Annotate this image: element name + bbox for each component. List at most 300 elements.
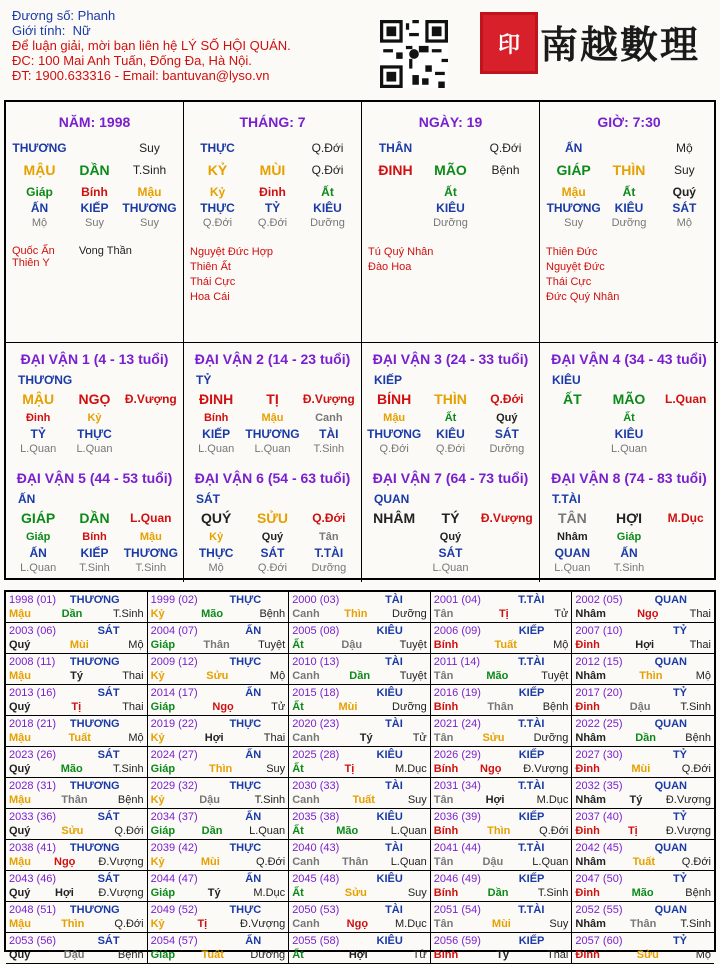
year-cell[interactable] <box>431 902 573 933</box>
dv-hidden-stage <box>123 442 179 457</box>
year-label: 2000 (03) <box>292 594 340 606</box>
year-cell[interactable] <box>572 747 714 778</box>
year-label: 2052 (55) <box>575 904 623 916</box>
hidden-stage: Dưỡng <box>433 217 468 229</box>
year-label: 2022 (25) <box>575 718 623 730</box>
year-label: 2050 (53) <box>292 904 340 916</box>
hidden-stem: Kỷ <box>209 185 226 199</box>
year-label: 2034 (37) <box>150 811 198 823</box>
top-blank <box>423 140 478 156</box>
year-cell[interactable] <box>6 902 148 933</box>
year-cell[interactable] <box>572 933 714 964</box>
year-cell[interactable] <box>289 747 431 778</box>
hidden-stem: Đinh <box>259 185 286 199</box>
year-stage: T.Sinh <box>537 887 569 899</box>
dv-branch: TÝ <box>441 510 460 526</box>
year-god: ẤN <box>245 935 262 947</box>
year-stage: Đ.Vượng <box>665 794 711 806</box>
year-stem: Quý <box>9 763 31 775</box>
year-label: 2001 (04) <box>433 594 481 606</box>
year-cell[interactable] <box>148 685 290 716</box>
hidden-stem: Quý <box>672 185 696 199</box>
year-label: 2033 (36) <box>9 811 57 823</box>
dv-hidden-god: THỰC <box>77 427 112 441</box>
hidden-stem <box>368 184 423 200</box>
year-cell[interactable] <box>289 685 431 716</box>
year-cell[interactable] <box>572 809 714 840</box>
year-stage: T.Sinh <box>113 763 144 775</box>
hidden-stage <box>368 216 423 231</box>
hidden-god: KIÊU <box>614 201 644 215</box>
year-stem: Tân <box>433 732 454 744</box>
year-label: 2006 (09) <box>433 625 481 637</box>
year-god: SÁT <box>97 625 120 637</box>
year-stem: Nhâm <box>575 732 606 744</box>
year-branch: Hợi <box>55 887 74 899</box>
year-branch: Tý <box>70 670 84 682</box>
dv-hidden-god: TÀI <box>319 427 339 441</box>
hidden-stage: Mộ <box>676 217 692 229</box>
year-stem: Bính <box>433 639 459 651</box>
stem-stage: Mộ <box>675 141 693 155</box>
year-god: QUAN <box>654 842 687 854</box>
contact-line: Để luận giải, mời bạn liên hệ LÝ SỐ HỘI QUÁN. <box>12 38 291 53</box>
year-god: THỰC <box>229 718 262 730</box>
year-god: SÁT <box>97 811 120 823</box>
year-cell[interactable] <box>6 747 148 778</box>
owner-name: Phanh <box>77 8 116 23</box>
year-cell[interactable] <box>148 933 290 964</box>
year-god: THỰC <box>229 594 262 606</box>
year-label: 2037 (40) <box>575 811 623 823</box>
year-label: 2020 (23) <box>292 718 340 730</box>
year-cell[interactable] <box>6 592 148 623</box>
year-stage: Đ.Vượng <box>665 825 711 837</box>
year-stage: Dưỡng <box>533 732 569 744</box>
year-cell[interactable] <box>289 716 431 747</box>
star-item: Thiên Y <box>12 257 50 269</box>
dai-van-6[interactable] <box>184 462 362 582</box>
dv-hidden-stem: Bính <box>82 531 107 543</box>
year-stage: Suy <box>549 918 569 930</box>
stem-god: ẤN <box>564 141 583 155</box>
year-stem: Canh <box>292 670 320 682</box>
branch-stage: T.Sinh <box>132 163 167 177</box>
dv-hidden-stem <box>657 410 714 426</box>
year-branch: Tý <box>496 949 510 961</box>
year-branch: Mão <box>486 670 509 682</box>
year-label: 2002 (05) <box>575 594 623 606</box>
year-cell[interactable] <box>289 809 431 840</box>
dv-hidden-god: TỶ <box>30 427 46 441</box>
year-cell[interactable] <box>289 840 431 871</box>
year-god: T.TÀI <box>518 904 545 916</box>
year-cell[interactable] <box>572 716 714 747</box>
year-cell[interactable] <box>572 778 714 809</box>
year-stem: Giáp <box>150 825 176 837</box>
year-cell[interactable] <box>148 871 290 902</box>
year-stage: M.Dục <box>395 918 427 930</box>
year-stem: Ất <box>292 825 304 837</box>
year-cell[interactable] <box>148 902 290 933</box>
brand-seal <box>480 12 538 74</box>
dv-hidden-stage <box>657 561 714 576</box>
pillar-2 <box>362 102 540 342</box>
year-stem: Ất <box>292 639 304 651</box>
year-branch: Mão <box>336 825 359 837</box>
year-label: 1999 (02) <box>150 594 198 606</box>
year-cell[interactable] <box>431 747 573 778</box>
year-cell[interactable] <box>572 623 714 654</box>
year-god: TÀI <box>385 780 403 792</box>
year-god: THƯƠNG <box>69 656 120 668</box>
year-stem: Giáp <box>150 763 176 775</box>
year-cell[interactable] <box>431 840 573 871</box>
year-cell[interactable] <box>431 809 573 840</box>
year-branch: Tý <box>359 732 373 744</box>
earthly-branch: DẦN <box>79 162 110 178</box>
dv-hidden-stage <box>366 561 422 576</box>
year-stem: Mậu <box>9 918 31 930</box>
year-stage: Mộ <box>128 732 144 744</box>
dai-van-god: QUAN <box>374 492 410 506</box>
year-stem: Bính <box>433 701 459 713</box>
dv-hidden-stem: Quý <box>261 531 284 543</box>
pillar-title: GIỜ: 7:30 <box>597 114 661 130</box>
year-cell[interactable] <box>289 778 431 809</box>
dv-hidden-stage: T.Sinh <box>79 562 110 574</box>
year-label: 2004 (07) <box>150 625 198 637</box>
year-stage: Mộ <box>553 639 569 651</box>
dv-hidden-god: ẤN <box>29 546 47 560</box>
year-cell[interactable] <box>572 592 714 623</box>
dv-hidden-stem: Ất <box>623 412 635 424</box>
year-cell[interactable] <box>431 623 573 654</box>
dai-van-title: ĐẠI VẬN 6 (54 - 63 tuổi) <box>194 470 351 486</box>
year-god: TỶ <box>672 873 687 885</box>
dv-hidden-stem: Nhâm <box>557 531 588 543</box>
hidden-stage: Suy <box>85 217 104 229</box>
year-stage: L.Quan <box>390 856 427 868</box>
year-stem: Nhâm <box>575 794 606 806</box>
dv-hidden-stage: Mộ <box>208 562 224 574</box>
year-cell[interactable] <box>289 902 431 933</box>
year-stem: Quý <box>9 887 31 899</box>
year-label: 2018 (21) <box>9 718 57 730</box>
branch-stage: Suy <box>673 163 695 177</box>
dv-hidden-stem: Mậu <box>261 412 284 424</box>
top-blank <box>601 140 656 156</box>
year-branch: Mão <box>201 608 224 620</box>
year-cell[interactable] <box>148 840 290 871</box>
year-cell[interactable] <box>6 933 148 964</box>
qr-code-icon[interactable] <box>380 20 448 88</box>
star-item: Nguyệt Đức Hợp <box>190 246 274 258</box>
stem-stage: Q.Đới <box>311 141 344 155</box>
year-branch: Dậu <box>341 639 363 651</box>
year-stage: Mộ <box>269 670 286 682</box>
dai-van-2[interactable] <box>184 342 362 462</box>
brand-text: 南越數理 <box>540 22 701 67</box>
year-stem: Kỷ <box>150 670 165 682</box>
year-cell[interactable] <box>431 654 573 685</box>
year-label: 2051 (54) <box>433 904 481 916</box>
year-cell[interactable] <box>289 592 431 623</box>
dai-van-god: ẤN <box>18 492 36 506</box>
dv-hidden-stage: L.Quan <box>432 562 469 574</box>
dv-hidden-god <box>544 426 601 442</box>
year-god: T.TÀI <box>518 718 545 730</box>
hidden-stage: Dưỡng <box>310 217 345 229</box>
year-cell[interactable] <box>289 871 431 902</box>
year-stage: Tử <box>554 608 569 620</box>
hidden-god: KIẾP <box>80 201 109 215</box>
year-label: 2025 (28) <box>292 749 340 761</box>
year-stem: Tân <box>433 918 454 930</box>
year-cell[interactable] <box>572 840 714 871</box>
pillar-3 <box>540 102 718 342</box>
dv-hidden-god <box>123 426 179 442</box>
hidden-stage <box>478 216 533 231</box>
year-label: 2027 (30) <box>575 749 623 761</box>
year-label: 2015 (18) <box>292 687 340 699</box>
hidden-stage: Suy <box>564 217 584 229</box>
year-label: 2026 (29) <box>433 749 481 761</box>
year-cell[interactable] <box>6 623 148 654</box>
year-stem: Đinh <box>575 763 600 775</box>
dv-stage: Đ.Vượng <box>480 511 533 525</box>
dv-stem: MẬU <box>22 391 55 407</box>
dv-hidden-stage: T.Sinh <box>313 443 345 455</box>
year-cell[interactable] <box>572 685 714 716</box>
year-stem: Tân <box>433 670 454 682</box>
star-item: Nguyệt Đức <box>546 261 605 273</box>
year-label: 2038 (41) <box>9 842 57 854</box>
year-label: 2049 (52) <box>150 904 198 916</box>
year-label: 1998 (01) <box>9 594 57 606</box>
year-stage: Suy <box>407 887 427 899</box>
year-cell[interactable] <box>148 716 290 747</box>
year-god: QUAN <box>654 904 687 916</box>
year-cell[interactable] <box>431 933 573 964</box>
year-label: 2039 (42) <box>150 842 198 854</box>
year-branch: Tuất <box>494 639 517 651</box>
dv-stem: GIÁP <box>21 510 56 526</box>
year-god: TÀI <box>385 718 403 730</box>
year-stage: Thai <box>122 701 144 713</box>
year-god: KIẾP <box>518 935 545 947</box>
year-cell[interactable] <box>572 902 714 933</box>
year-branch: Tị <box>627 825 638 837</box>
dv-hidden-god: SÁT <box>260 546 285 560</box>
year-stage: Q.Đới <box>114 918 144 930</box>
dv-hidden-stem: Quý <box>439 531 462 543</box>
heavenly-stem: KỶ <box>207 162 228 178</box>
year-stem: Ất <box>292 887 304 899</box>
year-label: 2016 (19) <box>433 687 481 699</box>
stem-god: THỰC <box>200 141 235 155</box>
dai-van-5[interactable] <box>6 462 184 582</box>
dai-van-1[interactable] <box>6 342 184 462</box>
year-stage: Tuyệt <box>399 639 427 651</box>
year-stem: Bính <box>433 949 459 961</box>
dv-hidden-stage: T.Sinh <box>135 562 167 574</box>
year-cell[interactable] <box>572 871 714 902</box>
year-label: 2029 (32) <box>150 780 198 792</box>
year-stage: Q.Đới <box>114 825 144 837</box>
dv-hidden-stem: Mậu <box>383 412 406 424</box>
dv-hidden-stage: Q.Đới <box>379 443 409 455</box>
stem-god: THÂN <box>378 141 413 155</box>
year-god: THƯƠNG <box>69 718 120 730</box>
year-stage: T.Sinh <box>113 608 144 620</box>
year-cell[interactable] <box>431 778 573 809</box>
stem-stage: Q.Đới <box>489 141 522 155</box>
year-cell[interactable] <box>6 778 148 809</box>
year-branch: Thân <box>61 794 88 806</box>
year-branch: Sửu <box>344 887 367 899</box>
dv-hidden-god: THƯƠNG <box>367 427 422 441</box>
dv-hidden-stage <box>657 442 714 457</box>
heavenly-stem: MẬU <box>23 162 56 178</box>
year-cell[interactable] <box>6 809 148 840</box>
dai-van-8[interactable] <box>540 462 718 582</box>
year-stem: Mậu <box>9 670 31 682</box>
hidden-god: THỰC <box>200 201 235 215</box>
hidden-stem: Mậu <box>561 185 586 199</box>
dv-stem: ĐINH <box>199 391 234 407</box>
dai-van-3[interactable] <box>362 342 540 462</box>
hidden-stem <box>478 184 533 200</box>
year-stem: Bính <box>433 887 459 899</box>
year-cell[interactable] <box>289 654 431 685</box>
year-stage: Bệnh <box>685 732 711 744</box>
year-branch: Dậu <box>629 701 651 713</box>
year-stem: Bính <box>433 763 459 775</box>
dv-hidden-stem: Giáp <box>616 531 642 543</box>
year-stem: Canh <box>292 608 320 620</box>
year-branch: Thân <box>487 701 514 713</box>
year-cell[interactable] <box>148 747 290 778</box>
year-cell[interactable] <box>431 716 573 747</box>
year-god: ẤN <box>245 749 262 761</box>
year-god: KIÊU <box>376 811 403 823</box>
year-stem: Đinh <box>575 949 600 961</box>
year-cell[interactable] <box>148 778 290 809</box>
year-cell[interactable] <box>289 933 431 964</box>
star-item: Đức Quý Nhân <box>546 291 620 303</box>
year-branch: Thân <box>342 856 369 868</box>
year-god: TÀI <box>385 594 403 606</box>
dv-branch: SỬU <box>256 510 289 526</box>
year-cell[interactable] <box>431 685 573 716</box>
year-stem: Quý <box>9 949 31 961</box>
year-label: 2036 (39) <box>433 811 481 823</box>
hidden-stage: Q.Đới <box>257 217 288 229</box>
dv-hidden-god: KIẾP <box>80 546 109 560</box>
year-cell[interactable] <box>431 871 573 902</box>
dv-branch: TỊ <box>266 391 279 407</box>
star-item: Hoa Cái <box>190 291 230 303</box>
hidden-stage: Mộ <box>31 217 48 229</box>
dai-van-4[interactable] <box>540 342 718 462</box>
star-item: Thiên Ất <box>190 261 231 273</box>
year-cell[interactable] <box>289 623 431 654</box>
year-god: SÁT <box>97 749 120 761</box>
year-stage: Đ.Vượng <box>98 856 144 868</box>
hidden-god: KIÊU <box>436 201 465 215</box>
year-god: TÀI <box>385 842 403 854</box>
year-label: 2046 (49) <box>433 873 481 885</box>
year-stage: Thai <box>122 670 144 682</box>
year-cell[interactable] <box>6 716 148 747</box>
year-branch: Thìn <box>487 825 511 837</box>
year-stage: T.Sinh <box>680 918 711 930</box>
year-god: THƯƠNG <box>69 594 120 606</box>
year-god: QUAN <box>654 656 687 668</box>
year-label: 2014 (17) <box>150 687 198 699</box>
year-label: 2023 (26) <box>9 749 57 761</box>
pillar-1 <box>184 102 362 342</box>
pillar-title: THÁNG: 7 <box>239 114 306 130</box>
year-branch: Sửu <box>636 949 659 961</box>
dv-hidden-stem: Đinh <box>25 412 51 424</box>
dv-hidden-stage: L.Quan <box>610 443 648 455</box>
hidden-stem: Giáp <box>26 185 53 199</box>
year-stage: Mộ <box>695 670 711 682</box>
year-stage: Suy <box>266 763 286 775</box>
year-cell[interactable] <box>148 592 290 623</box>
year-cell[interactable] <box>148 623 290 654</box>
year-stem: Tân <box>433 794 454 806</box>
dai-van-title: ĐẠI VẬN 2 (14 - 23 tuổi) <box>194 351 351 367</box>
dai-van-title: ĐẠI VẬN 8 (74 - 83 tuổi) <box>551 470 707 486</box>
year-god: THỰC <box>229 842 262 854</box>
year-cell[interactable] <box>6 840 148 871</box>
year-stem: Canh <box>292 856 320 868</box>
year-label: 2042 (45) <box>575 842 623 854</box>
dai-van-title: ĐẠI VẬN 1 (4 - 13 tuổi) <box>20 351 169 367</box>
dai-van-god: T.TÀI <box>552 492 581 506</box>
dai-van-7[interactable] <box>362 462 540 582</box>
year-cell[interactable] <box>431 592 573 623</box>
year-cell[interactable] <box>6 871 148 902</box>
year-branch: Sửu <box>61 825 84 837</box>
dv-hidden-stage: Dưỡng <box>489 443 525 455</box>
dv-hidden-stage: Dưỡng <box>311 562 347 574</box>
year-cell[interactable] <box>148 809 290 840</box>
year-stage: L.Quan <box>390 825 427 837</box>
year-god: TỶ <box>672 625 687 637</box>
brand-logo <box>540 14 700 69</box>
year-branch: Dậu <box>199 794 221 806</box>
branch-stage: Q.Đới <box>311 163 344 177</box>
hidden-stem: Ất <box>622 185 636 199</box>
year-cell[interactable] <box>148 654 290 685</box>
year-cell[interactable] <box>6 685 148 716</box>
dv-hidden-god: KIẾP <box>202 427 231 441</box>
dv-hidden-god: THỰC <box>198 546 234 560</box>
year-stage: Q.Đới <box>681 763 711 775</box>
year-stage: Tử <box>412 949 427 961</box>
year-cell[interactable] <box>6 654 148 685</box>
year-label: 2035 (38) <box>292 811 340 823</box>
dv-hidden-god: KIÊU <box>436 427 465 441</box>
star-item: Thái Cực <box>190 276 236 288</box>
year-stage: Đ.Vượng <box>98 887 144 899</box>
year-stage: Thai <box>689 608 711 620</box>
year-cell[interactable] <box>572 654 714 685</box>
